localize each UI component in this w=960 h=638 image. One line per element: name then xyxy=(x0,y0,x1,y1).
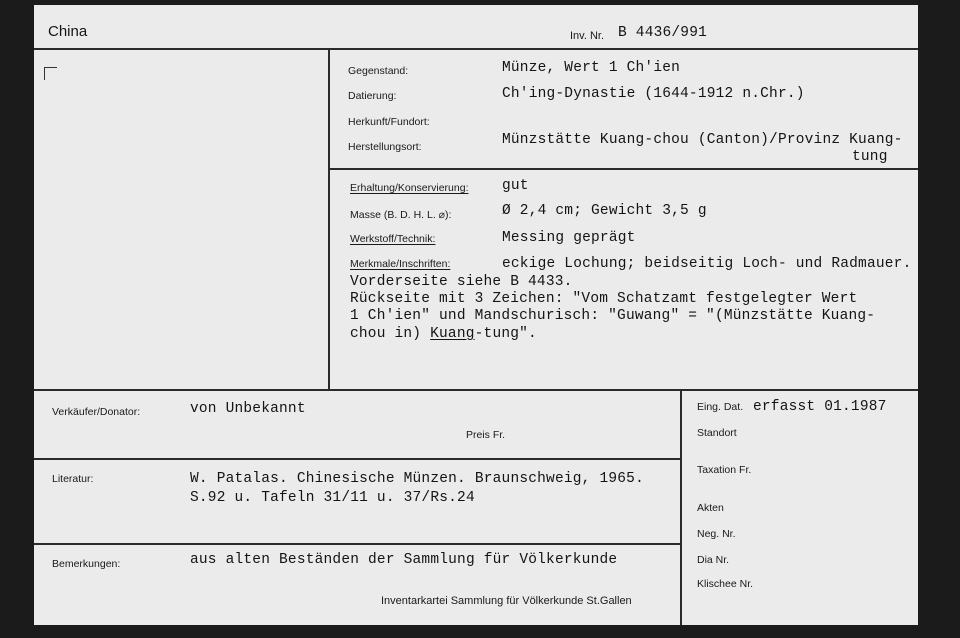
merkmale-line-3: Rückseite mit 3 Zeichen: "Vom Schatzamt festgelegter Wert xyxy=(350,291,858,307)
eing-dat-label: Eing. Dat. xyxy=(697,401,744,413)
photo-divider xyxy=(328,48,330,390)
literature-line-2: S.92 u. Tafeln 31/11 u. 37/Rs.24 xyxy=(190,490,475,506)
object-divider xyxy=(328,168,918,170)
inv-nr-value: B 4436/991 xyxy=(618,25,708,41)
seller-divider xyxy=(34,458,680,460)
masse-label: Masse (B. D. H. L. ⌀): xyxy=(350,209,452,221)
inv-nr-label: Inv. Nr. xyxy=(570,30,605,42)
header-divider xyxy=(34,48,918,50)
literature-divider xyxy=(34,543,680,545)
card-footer: Inventarkartei Sammlung für Völkerkunde St.Gallen xyxy=(381,595,632,607)
seller-label: Verkäufer/Donator: xyxy=(52,406,141,418)
remarks-value: aus alten Beständen der Sammlung für Völkerkunde xyxy=(190,552,618,568)
gegenstand-label: Gegenstand: xyxy=(348,65,409,77)
herkunft-label: Herkunft/Fundort: xyxy=(348,116,430,128)
seller-value: von Unbekannt xyxy=(190,401,306,417)
dia-nr-label: Dia Nr. xyxy=(697,554,730,566)
remarks-label: Bemerkungen: xyxy=(52,558,121,570)
herstellungsort-value-line-1: Münzstätte Kuang-chou (Canton)/Provinz Kuang- xyxy=(502,132,903,148)
masse-value: Ø 2,4 cm; Gewicht 3,5 g xyxy=(502,203,707,219)
country-heading: China xyxy=(48,23,88,40)
merkmale-line-5 xyxy=(350,326,537,342)
merkmale-line-4: 1 Ch'ien" und Mandschurisch: "Guwang" = "(Münzstätte Kuang- xyxy=(350,308,876,324)
inventory-card xyxy=(34,5,918,625)
werkstoff-value: Messing geprägt xyxy=(502,230,636,246)
preis-label: Preis Fr. xyxy=(466,429,506,441)
side-divider xyxy=(680,389,682,625)
literature-line-1: W. Patalas. Chinesische Münzen. Braunschweig, 1965. xyxy=(190,471,644,487)
herstellungsort-label: Herstellungsort: xyxy=(348,141,422,153)
middle-divider xyxy=(34,389,918,391)
merkmale-line-5-underlined: Kuang xyxy=(430,326,475,342)
neg-nr-label: Neg. Nr. xyxy=(697,528,736,540)
werkstoff-label: Werkstoff/Technik: xyxy=(350,233,436,245)
merkmale-label: Merkmale/Inschriften: xyxy=(350,258,451,270)
eing-dat-value: erfasst 01.1987 xyxy=(753,399,887,415)
akten-label: Akten xyxy=(697,502,724,514)
merkmale-line-2: Vorderseite siehe B 4433. xyxy=(350,274,573,290)
erhaltung-label: Erhaltung/Konservierung: xyxy=(350,182,469,194)
merkmale-line-5-start: chou in) xyxy=(350,326,431,342)
datierung-value: Ch'ing-Dynastie (1644-1912 n.Chr.) xyxy=(502,86,805,102)
herstellungsort-value-line-2: tung xyxy=(852,149,888,165)
taxation-label: Taxation Fr. xyxy=(697,464,752,476)
erhaltung-value: gut xyxy=(502,178,529,194)
merkmale-line-1: eckige Lochung; beidseitig Loch- und Radmauer. xyxy=(502,256,912,272)
gegenstand-value: Münze, Wert 1 Ch'ien xyxy=(502,60,681,76)
standort-label: Standort xyxy=(697,427,737,439)
merkmale-line-5-end: -tung". xyxy=(474,326,537,342)
photo-corner-mark xyxy=(44,67,57,80)
datierung-label: Datierung: xyxy=(348,90,397,102)
literature-label: Literatur: xyxy=(52,473,94,485)
klischee-nr-label: Klischee Nr. xyxy=(697,578,754,590)
